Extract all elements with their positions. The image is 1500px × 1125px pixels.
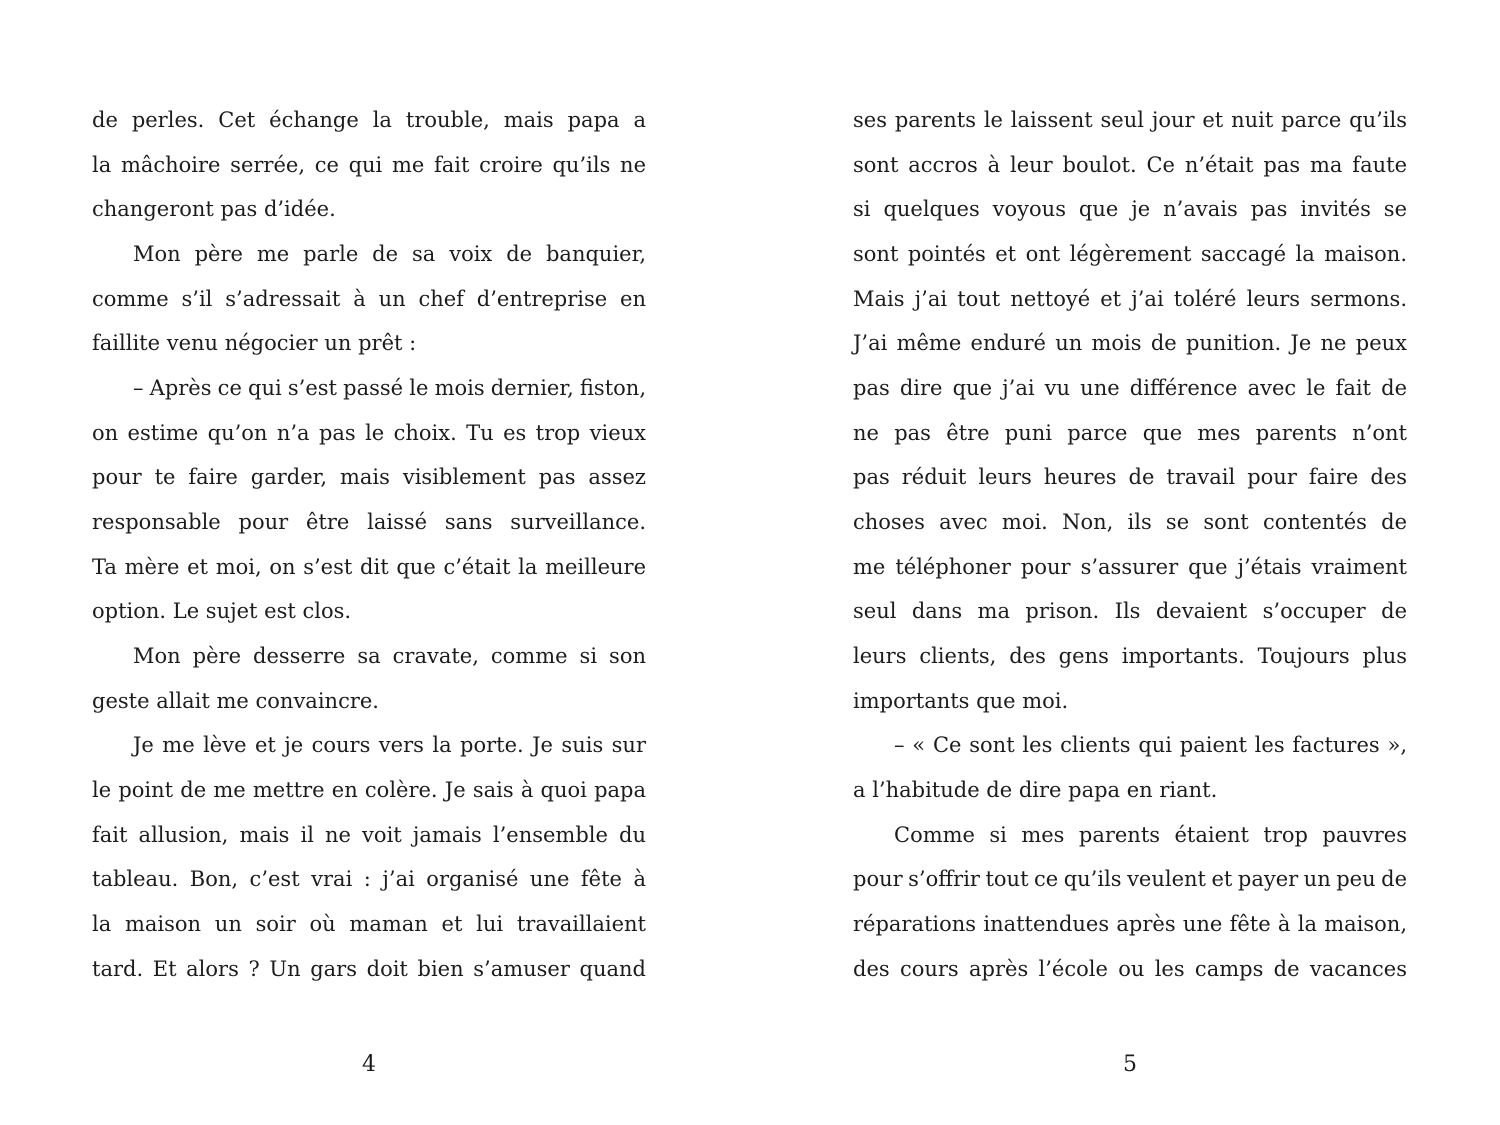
text-line: Comme si mes parents étaient trop pauvres — [894, 822, 1407, 847]
text-line: ses parents le laissent seul jour et nuit parce qu’ils — [853, 108, 1407, 132]
text-line: importants que moi. — [853, 688, 1069, 713]
text-line: fait allusion, mais il ne voit jamais l’ensemble du — [92, 822, 646, 847]
text-line: me téléphoner pour s’assurer que j’étais vraiment — [853, 554, 1407, 579]
page-right-number: 5 — [1123, 1052, 1137, 1077]
text-line: ne pas être puni parce que mes parents n’ont — [853, 420, 1407, 445]
text-line: la maison un soir où maman et lui travaillaient — [92, 912, 646, 937]
text-line: pas dire que j’ai vu une différence avec le fait de — [853, 376, 1407, 401]
text-line: Mon père me parle de sa voix de banquier, — [133, 242, 646, 267]
text-line: Ta mère et moi, on s’est dit que c’était la meilleure — [92, 554, 646, 579]
text-line: réparations inattendues après une fête à la maison, — [853, 912, 1407, 937]
page-right-text-column — [853, 98, 1407, 991]
page-left-number: 4 — [362, 1052, 376, 1077]
text-line: choses avec moi. Non, ils se sont contentés de — [853, 510, 1407, 535]
text-line: pour te faire garder, mais visiblement pas assez — [92, 465, 646, 490]
text-line: J’ai même enduré un mois de punition. Je ne peux — [853, 331, 1407, 356]
text-line: des cours après l’école ou les camps de vacances — [853, 956, 1407, 981]
text-line: responsable pour être laissé sans surveillance. — [92, 510, 646, 535]
text-line: si quelques voyous que je n’avais pas invités se — [853, 197, 1407, 222]
text-line: pour s’offrir tout ce qu’ils veulent et payer un peu de — [853, 867, 1407, 892]
text-line: de perles. Cet échange la trouble, mais papa a — [92, 108, 646, 132]
text-line: leurs clients, des gens importants. Toujours plus — [853, 644, 1407, 669]
text-line: Je me lève et je cours vers la porte. Je suis sur — [133, 733, 646, 758]
page-left-text-column — [92, 98, 646, 991]
text-line: – « Ce sont les clients qui paient les factures », — [894, 733, 1407, 758]
text-line: option. Le sujet est clos. — [92, 599, 352, 624]
text-line: la mâchoire serrée, ce qui me fait croire qu’ils ne — [92, 152, 646, 177]
text-line: le point de me mettre en colère. Je sais à quoi papa — [92, 778, 646, 803]
text-line: changeront pas d’idée. — [92, 197, 336, 222]
text-line: comme s’il s’adressait à un chef d’entreprise en — [92, 286, 646, 311]
text-line: sont pointés et ont légèrement saccagé la maison. — [853, 242, 1407, 267]
text-line: seul dans ma prison. Ils devaient s’occuper de — [853, 599, 1407, 624]
text-line: – Après ce qui s’est passé le mois dernier, fiston, — [133, 376, 646, 401]
text-line: geste allait me convaincre. — [92, 688, 379, 713]
text-line: pas réduit leurs heures de travail pour faire des — [853, 465, 1407, 490]
text-line: Mais j’ai tout nettoyé et j’ai toléré leurs sermons. — [853, 286, 1407, 311]
text-line: tableau. Bon, c’est vrai : j’ai organisé une fête à — [92, 867, 646, 892]
text-line: sont accros à leur boulot. Ce n’était pas ma faute — [853, 152, 1407, 177]
text-line: tard. Et alors ? Un gars doit bien s’amuser quand — [92, 956, 646, 981]
text-line: on estime qu’on n’a pas le choix. Tu es trop vieux — [92, 420, 646, 445]
text-line: Mon père desserre sa cravate, comme si son — [133, 644, 646, 669]
text-line: a l’habitude de dire papa en riant. — [853, 778, 1218, 803]
text-line: faillite venu négocier un prêt : — [92, 331, 417, 356]
